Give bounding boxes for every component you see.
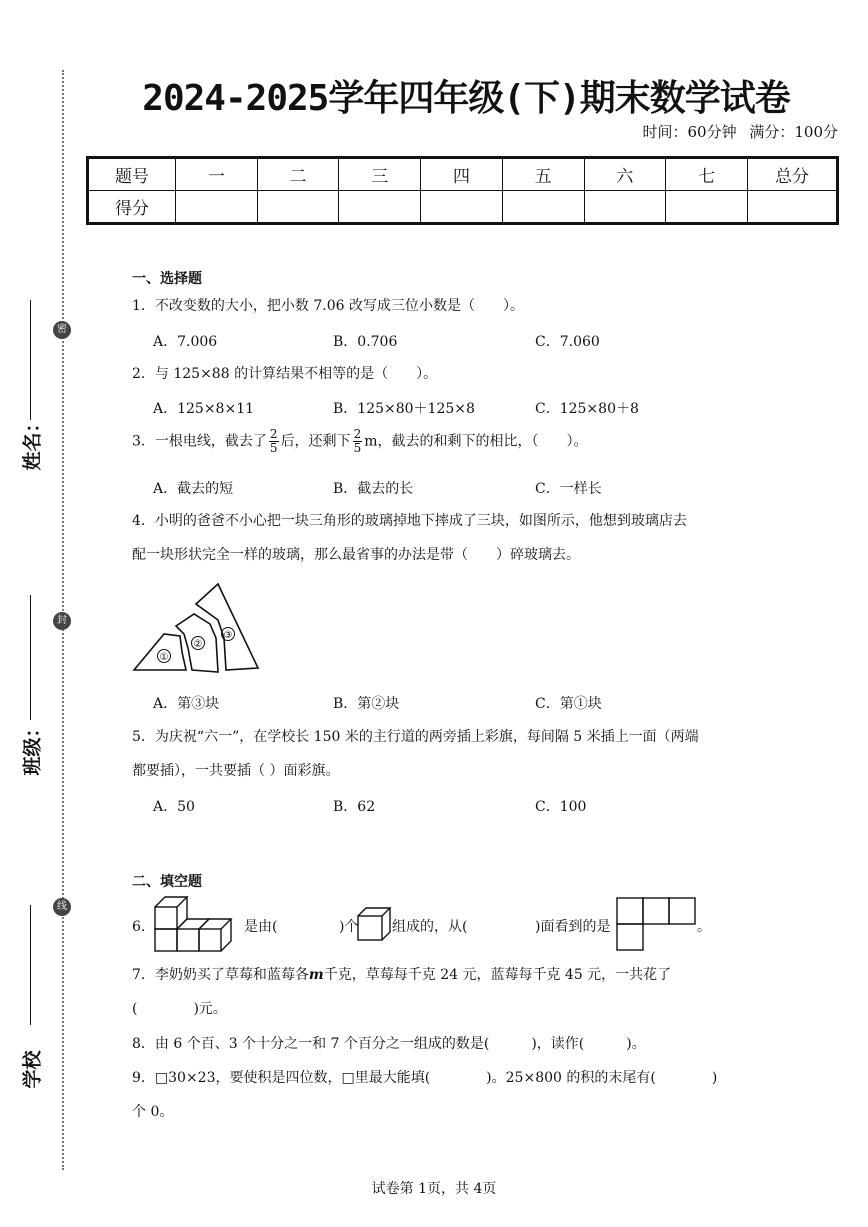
score-cell[interactable]: [502, 191, 584, 224]
frac-denominator: 5: [353, 441, 362, 455]
col-7: 七: [666, 158, 748, 191]
cube-top-face: [155, 897, 187, 907]
q3-fraction-1: [269, 428, 279, 455]
q1-option-a[interactable]: A．7.006: [153, 334, 218, 350]
frac-numerator: 2: [353, 427, 362, 441]
exam-title: 2024-2025学年四年级(下)期末数学试卷: [142, 78, 790, 119]
school-label: 学校: [21, 1050, 44, 1089]
class-label: 班级：: [21, 718, 44, 776]
frac-numerator: 2: [269, 427, 278, 441]
q7-text-post: 千克，草莓每千克 24 元，蓝莓每千克 45 元，一共花了: [323, 967, 672, 983]
col-4: 四: [421, 158, 503, 191]
q5-option-b[interactable]: B．62: [333, 799, 376, 815]
q3-text-pre: 3．一根电线，截去了: [132, 433, 267, 450]
q7-text-pre: 7．李奶奶买了草莓和蓝莓各: [132, 967, 309, 983]
name-label: 姓名：: [21, 413, 44, 471]
cube-top-face: [199, 919, 231, 929]
q6-end: 。: [697, 919, 711, 935]
score-table-score-row: [88, 191, 838, 224]
q4-option-c[interactable]: C．第①块: [535, 696, 602, 712]
score-cell[interactable]: [176, 191, 258, 224]
q3-option-b[interactable]: B．截去的长: [333, 481, 414, 497]
question-7-line-2: ( )元。: [132, 1001, 227, 1017]
score-cell[interactable]: [666, 191, 748, 224]
q3-option-a[interactable]: A．截去的短: [153, 481, 234, 497]
q5-option-a[interactable]: A．50: [153, 799, 195, 815]
question-4-line-2: 配一块形状完全一样的玻璃，那么最省事的办法是带（ ）碎玻璃去。: [132, 547, 580, 563]
seal-mi: 密: [53, 321, 71, 339]
question-5-line-1: 5．为庆祝“六一”，在学校长 150 米的主行道的两旁插上彩旗，每间隔 5 米插上一面（两端: [132, 729, 699, 745]
q5-option-c[interactable]: C．100: [535, 799, 587, 815]
col-6: 六: [584, 158, 666, 191]
time-limit: 时间：60分钟: [642, 123, 737, 141]
q6-text-4: )面看到的是: [535, 919, 611, 935]
question-8: 8．由 6 个百、3 个十分之一和 7 个百分之一组成的数是( )，读作( )。: [132, 1036, 646, 1052]
q2-option-c[interactable]: C．125×80＋8: [535, 401, 639, 417]
col-1: 一: [176, 158, 258, 191]
q6-text-2: )个: [339, 919, 359, 935]
score-cell[interactable]: [584, 191, 666, 224]
question-1: 1．不改变数的大小，把小数 7.06 改写成三位小数是（ ）。: [132, 298, 524, 314]
name-blank-line[interactable]: [30, 300, 31, 420]
q1-option-c[interactable]: C．7.060: [535, 334, 600, 350]
score-cell[interactable]: [421, 191, 503, 224]
q2-option-a[interactable]: A．125×8×11: [153, 401, 255, 417]
cube-front-face: [155, 929, 177, 951]
broken-glass-figure: [130, 582, 262, 674]
q3-text-post: m，截去的和剩下的相比，（ ）。: [364, 433, 588, 450]
cube-stack-figure: [153, 893, 243, 955]
q6-text-3: 组成的，从(: [392, 919, 468, 935]
q3-text-mid: 后，还剩下: [280, 433, 351, 450]
q3-option-c[interactable]: C．一样长: [535, 481, 602, 497]
piece-label-1: ①: [159, 652, 169, 663]
score-cell[interactable]: [339, 191, 421, 224]
full-score: 满分：100分: [749, 123, 838, 141]
page-footer: 试卷第 1页，共 4页: [371, 1181, 497, 1197]
frac-denominator: 5: [269, 441, 278, 455]
class-blank-line[interactable]: [30, 595, 31, 720]
q6-number: 6．: [132, 919, 155, 935]
question-7-line-1: [132, 965, 671, 985]
q1-option-b[interactable]: B．0.706: [333, 334, 398, 350]
q6-text-1: 是由(: [244, 919, 278, 935]
q4-option-a[interactable]: A．第③块: [153, 696, 220, 712]
col-5: 五: [502, 158, 584, 191]
cube-front-face: [155, 907, 177, 929]
question-9-line-1: 9．□30×23，要使积是四位数，□里最大能填( )。25×800 的积的末尾有( ): [132, 1070, 718, 1086]
question-2: 2．与 125×88 的计算结果不相等的是（ ）。: [132, 366, 438, 382]
q4-option-b[interactable]: B．第②块: [333, 696, 400, 712]
cube-front-face: [199, 929, 221, 951]
col-total: 总分: [748, 158, 838, 191]
exam-meta: [642, 121, 838, 142]
score-table-header-row: [88, 158, 838, 191]
q2-option-b[interactable]: B．125×80＋125×8: [333, 401, 475, 417]
seal-feng: 封: [53, 612, 71, 630]
question-4-line-1: 4．小明的爸爸不小心把一块三角形的玻璃掉地下摔成了三块，如图所示，他想到玻璃店去: [132, 513, 687, 529]
header-label-cell: 题号: [88, 158, 176, 191]
piece-label-3: ③: [223, 630, 233, 641]
view-shape-figure: [616, 897, 698, 953]
seal-xian: 线: [53, 898, 71, 916]
question-5-line-2: 都要插），一共要插（ ）面彩旗。: [132, 763, 340, 779]
glass-piece-3: [193, 584, 258, 670]
col-2: 二: [257, 158, 339, 191]
score-cell[interactable]: [257, 191, 339, 224]
school-blank-line[interactable]: [30, 905, 31, 1025]
piece-label-2: ②: [193, 639, 203, 650]
section-1-heading: 一、选择题: [132, 271, 202, 287]
unit-cube-icon: [356, 906, 392, 942]
question-3: [132, 428, 587, 455]
section-2-heading: 二、填空题: [132, 874, 202, 890]
score-cell[interactable]: [748, 191, 838, 224]
q3-fraction-2: [353, 428, 363, 455]
score-table: [86, 156, 839, 225]
col-3: 三: [339, 158, 421, 191]
q7-variable: m: [308, 967, 324, 983]
cube-front-face: [177, 929, 199, 951]
question-9-line-2: 个 0。: [132, 1104, 174, 1120]
score-label-cell: 得分: [88, 191, 176, 224]
